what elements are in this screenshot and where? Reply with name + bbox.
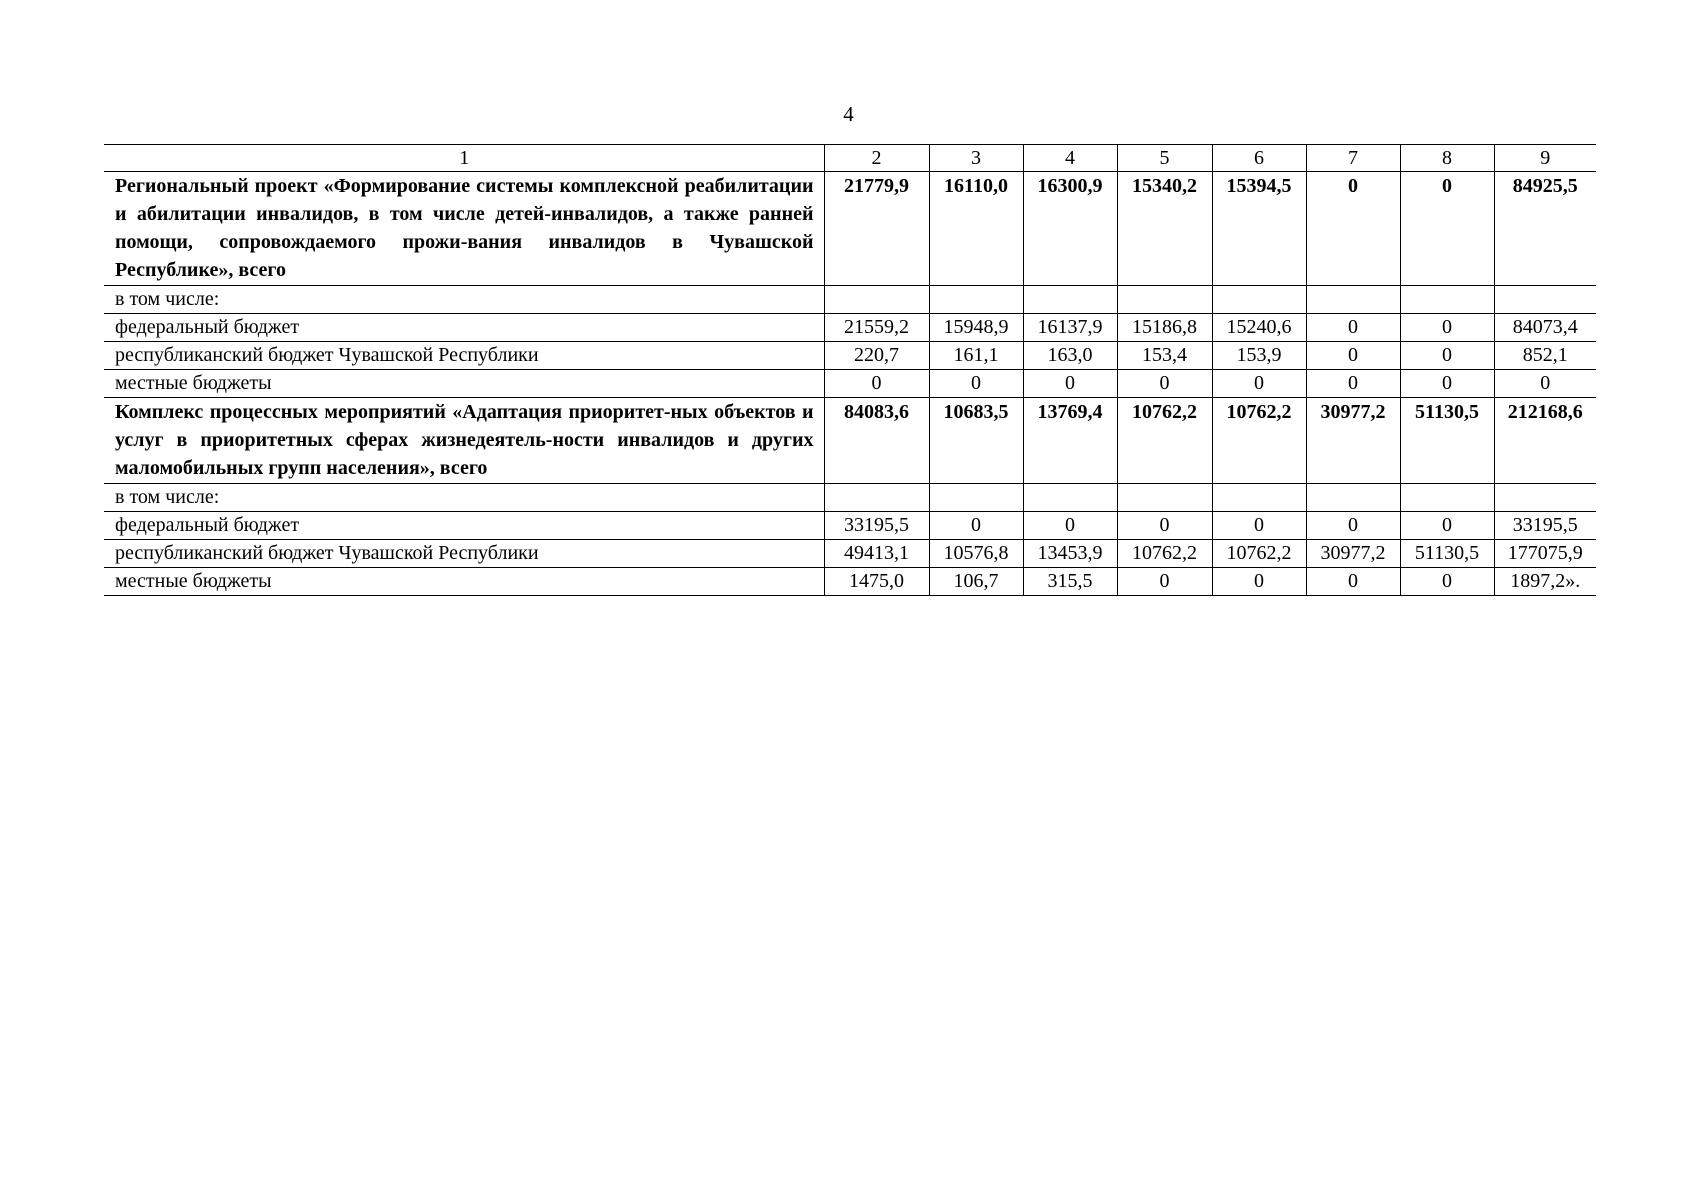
- value-cell: 30977,2: [1306, 540, 1400, 568]
- table-row: [104, 314, 1596, 342]
- value-cell: 0: [1117, 370, 1212, 398]
- value-cell: 0: [929, 512, 1023, 540]
- row-label: в том числе:: [104, 286, 824, 314]
- value-cell: 10576,8: [929, 540, 1023, 568]
- table-row: [104, 286, 1596, 314]
- value-cell: [1494, 286, 1596, 314]
- table-row: [104, 398, 1596, 484]
- value-cell: [1117, 484, 1212, 512]
- value-cell: 33195,5: [824, 512, 929, 540]
- row-label: местные бюджеты: [104, 370, 824, 398]
- value-cell: 0: [1400, 314, 1494, 342]
- value-cell: 21779,9: [824, 172, 929, 286]
- value-cell: 15948,9: [929, 314, 1023, 342]
- value-cell: 0: [1306, 512, 1400, 540]
- row-label: федеральный бюджет: [104, 512, 824, 540]
- value-cell: 84083,6: [824, 398, 929, 484]
- value-cell: 16137,9: [1023, 314, 1117, 342]
- value-cell: 1475,0: [824, 568, 929, 596]
- table-row: [104, 172, 1596, 286]
- value-cell: [1212, 484, 1306, 512]
- table-row: [104, 342, 1596, 370]
- value-cell: [1494, 484, 1596, 512]
- value-cell: 10762,2: [1117, 540, 1212, 568]
- table-row: [104, 512, 1596, 540]
- value-cell: [1212, 286, 1306, 314]
- value-cell: 10683,5: [929, 398, 1023, 484]
- value-cell: 153,4: [1117, 342, 1212, 370]
- value-cell: 51130,5: [1400, 398, 1494, 484]
- row-label: Региональный проект «Формирование системы комплексной реабилитации и абилитации инвалидов, в том числе детей-инвалидов, а также ранней помощи, сопровождаемого прожи-вания инвалидов в Чувашской Республике», всего: [104, 172, 824, 286]
- value-cell: 0: [1306, 172, 1400, 286]
- value-cell: 0: [1117, 568, 1212, 596]
- header-cell: 6: [1212, 145, 1306, 172]
- value-cell: 0: [1306, 314, 1400, 342]
- value-cell: [1400, 484, 1494, 512]
- row-label: в том числе:: [104, 484, 824, 512]
- value-cell: [929, 286, 1023, 314]
- value-cell: 0: [1212, 370, 1306, 398]
- page-number: 4: [843, 102, 854, 126]
- header-cell: 2: [824, 145, 929, 172]
- value-cell: [1023, 484, 1117, 512]
- value-cell: 163,0: [1023, 342, 1117, 370]
- value-cell: 0: [1306, 342, 1400, 370]
- value-cell: 0: [1400, 512, 1494, 540]
- value-cell: 15240,6: [1212, 314, 1306, 342]
- value-cell: 0: [1400, 342, 1494, 370]
- table-header-row: [104, 145, 1596, 172]
- header-cell: 9: [1494, 145, 1596, 172]
- row-label: местные бюджеты: [104, 568, 824, 596]
- value-cell: 84925,5: [1494, 172, 1596, 286]
- value-cell: 0: [1306, 370, 1400, 398]
- value-cell: [1306, 484, 1400, 512]
- value-cell: 0: [824, 370, 929, 398]
- value-cell: [929, 484, 1023, 512]
- value-cell: 49413,1: [824, 540, 929, 568]
- value-cell: 0: [1212, 512, 1306, 540]
- header-cell: 4: [1023, 145, 1117, 172]
- value-cell: 0: [1400, 172, 1494, 286]
- row-label: федеральный бюджет: [104, 314, 824, 342]
- budget-table: [104, 144, 1596, 596]
- value-cell: 15186,8: [1117, 314, 1212, 342]
- value-cell: 220,7: [824, 342, 929, 370]
- value-cell: 852,1: [1494, 342, 1596, 370]
- table-row: [104, 568, 1596, 596]
- value-cell: 212168,6: [1494, 398, 1596, 484]
- value-cell: 30977,2: [1306, 398, 1400, 484]
- value-cell: 0: [1306, 568, 1400, 596]
- value-cell: [1400, 286, 1494, 314]
- value-cell: [824, 484, 929, 512]
- value-cell: 1897,2».: [1494, 568, 1596, 596]
- value-cell: 177075,9: [1494, 540, 1596, 568]
- value-cell: 0: [1212, 568, 1306, 596]
- value-cell: 10762,2: [1212, 398, 1306, 484]
- header-cell: 7: [1306, 145, 1400, 172]
- header-cell: 1: [104, 145, 824, 172]
- value-cell: 33195,5: [1494, 512, 1596, 540]
- value-cell: 13769,4: [1023, 398, 1117, 484]
- row-label: Комплекс процессных мероприятий «Адаптация приоритет-ных объектов и услуг в приоритетных сферах жизнедеятель-ности инвалидов и других маломобильных групп населения», всего: [104, 398, 824, 484]
- value-cell: 153,9: [1212, 342, 1306, 370]
- value-cell: 0: [1400, 370, 1494, 398]
- value-cell: 161,1: [929, 342, 1023, 370]
- value-cell: [824, 286, 929, 314]
- value-cell: 315,5: [1023, 568, 1117, 596]
- value-cell: 84073,4: [1494, 314, 1596, 342]
- row-label: республиканский бюджет Чувашской Республики: [104, 342, 824, 370]
- value-cell: 0: [1117, 512, 1212, 540]
- value-cell: 0: [1400, 568, 1494, 596]
- value-cell: 0: [1023, 370, 1117, 398]
- row-label: республиканский бюджет Чувашской Республики: [104, 540, 824, 568]
- value-cell: 10762,2: [1212, 540, 1306, 568]
- value-cell: 16300,9: [1023, 172, 1117, 286]
- value-cell: 0: [1023, 512, 1117, 540]
- table-row: [104, 540, 1596, 568]
- value-cell: 0: [929, 370, 1023, 398]
- value-cell: [1306, 286, 1400, 314]
- header-cell: 5: [1117, 145, 1212, 172]
- header-cell: 3: [929, 145, 1023, 172]
- value-cell: [1117, 286, 1212, 314]
- value-cell: 21559,2: [824, 314, 929, 342]
- table-row: [104, 370, 1596, 398]
- value-cell: 106,7: [929, 568, 1023, 596]
- value-cell: [1023, 286, 1117, 314]
- value-cell: 15340,2: [1117, 172, 1212, 286]
- value-cell: 10762,2: [1117, 398, 1212, 484]
- table-row: [104, 484, 1596, 512]
- value-cell: 16110,0: [929, 172, 1023, 286]
- value-cell: 51130,5: [1400, 540, 1494, 568]
- header-cell: 8: [1400, 145, 1494, 172]
- value-cell: 0: [1494, 370, 1596, 398]
- value-cell: 15394,5: [1212, 172, 1306, 286]
- value-cell: 13453,9: [1023, 540, 1117, 568]
